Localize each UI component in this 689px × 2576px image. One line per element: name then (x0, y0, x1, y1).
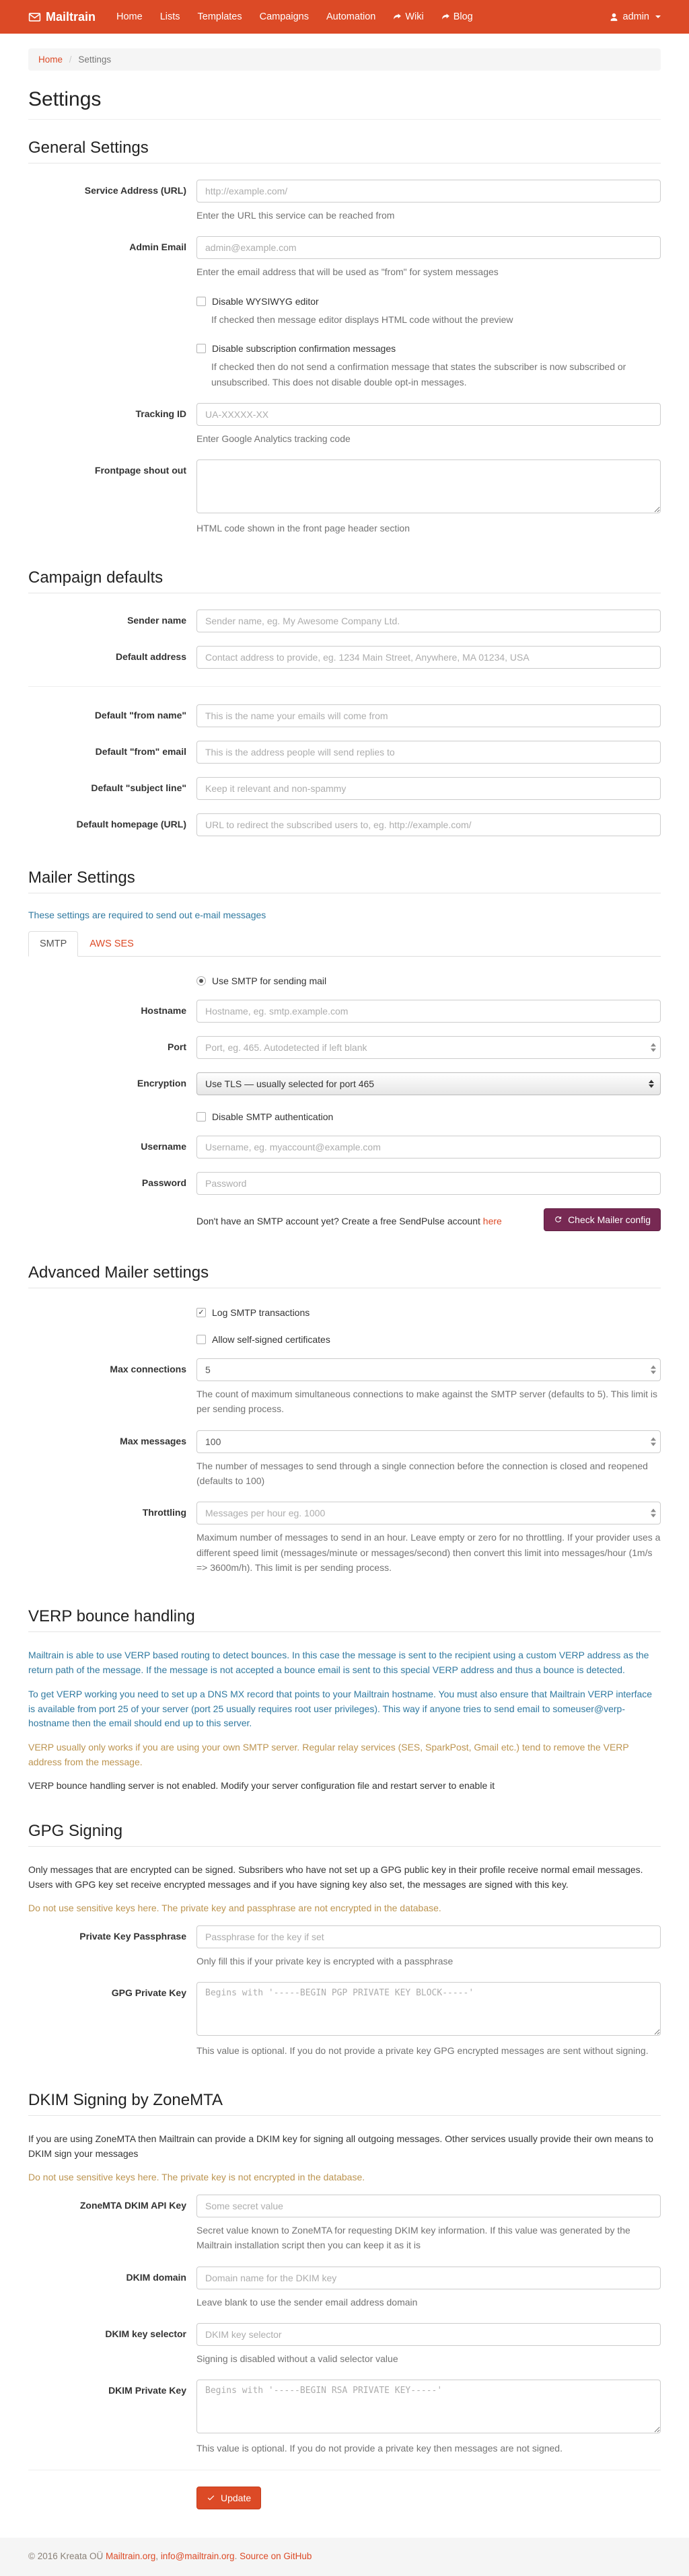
mailer-tabs (28, 931, 661, 957)
form-row-default-from-email (28, 741, 661, 764)
field-controls (196, 1982, 661, 2058)
field-label: Frontpage shout out (94, 465, 186, 476)
default-from-email-input[interactable] (196, 741, 661, 764)
smtp-account-note (196, 1213, 502, 1226)
tab-aws-ses[interactable]: AWS SES (89, 938, 134, 949)
field-controls (196, 1072, 661, 1095)
nav-item-blog[interactable] (433, 0, 482, 34)
input-wrap (196, 1430, 661, 1453)
nav-item-blog-label: Blog (453, 11, 473, 22)
footer-separator: , (155, 2550, 161, 2561)
field-controls (196, 610, 661, 632)
form-row-password (28, 1172, 661, 1195)
field-label: Default "subject line" (91, 782, 186, 793)
default-homepage-url-input[interactable] (196, 813, 661, 836)
service-address-url-input[interactable] (196, 180, 661, 203)
number-spinner[interactable] (651, 1509, 656, 1518)
input-wrap (196, 1036, 661, 1059)
form-row-service-address-url (28, 180, 661, 223)
input-wrap (196, 236, 661, 259)
footer (0, 2538, 689, 2576)
form-divider (28, 686, 661, 687)
disable-smtp-authentication-checkbox[interactable] (196, 1109, 661, 1122)
section-heading: Mailer Settings (28, 850, 661, 893)
help-text: If checked then do not send a confirmation message that states the subscriber is now subscribed or unsubscribed. This does not disable double opt-in messages. (211, 361, 626, 388)
max-connections-input[interactable] (196, 1358, 661, 1381)
input-wrap (196, 2267, 661, 2289)
section-mailer-settings (28, 850, 661, 1231)
form-row-private-key-passphrase (28, 1925, 661, 1968)
check-mailer-config-button[interactable] (544, 1208, 661, 1231)
input-wrap (196, 1000, 661, 1023)
field-controls (196, 340, 661, 390)
field-controls (196, 1208, 661, 1231)
input-wrap (196, 704, 661, 727)
field-controls (196, 704, 661, 727)
field-label (28, 1304, 196, 1318)
field-controls (196, 1036, 661, 1059)
form-row-max-messages (28, 1430, 661, 1489)
form-row-log-smtp-transactions (28, 1304, 661, 1318)
field-controls (196, 2195, 661, 2253)
update-button-label: Update (221, 2492, 252, 2503)
help-text: Maximum number of messages to send in an hour. Leave empty or zero for no throttling. If your provider uses a different speed limit (messages/minute or messages/second) then convert this limit into messages/hour (1m/s => 3600m/h). This limit is per sending process. (196, 1532, 661, 1574)
tracking-id-input[interactable] (196, 403, 661, 426)
paragraph-info: To get VERP working you need to set up a DNS MX record that points to your Mailtrain hostname. You must also ensure that Mailtrain VERP interface is available from port 25 of your server (port 25 usually requires root user privileges). This way if anyone tries to send email to someuser@verp-hostname then the email should end up to this server. (28, 1688, 653, 1729)
field-label: DKIM Private Key (108, 2385, 186, 2396)
option-label: Log SMTP transactions (212, 1307, 310, 1318)
option-label: Use SMTP for sending mail (212, 975, 327, 986)
radio-dot (199, 979, 203, 983)
breadcrumb-current: Settings (78, 54, 112, 65)
section-campaign-defaults (28, 550, 661, 836)
field-label: Max messages (120, 1435, 186, 1446)
field-label: Admin Email (129, 242, 186, 253)
field-label (28, 293, 196, 327)
gpg-private-key-textarea[interactable] (196, 1982, 661, 2036)
nav-item-campaigns[interactable]: Campaigns (259, 11, 309, 22)
section-heading: GPG Signing (28, 1803, 661, 1847)
section-heading: DKIM Signing by ZoneMTA (28, 2072, 661, 2116)
field-label (28, 1331, 196, 1345)
paragraph-plain: If you are using ZoneMTA then Mailtrain can provide a DKIM key for signing all outgoing messages. Other services usually provide their own means to DKIM sign your messages (28, 2133, 653, 2159)
field-label: Password (141, 1177, 186, 1188)
field-controls (196, 1136, 661, 1158)
navbar (0, 0, 689, 34)
form-row-allow-self-signed-certificates (28, 1331, 661, 1345)
field-controls (196, 646, 661, 669)
form-row-frontpage-shout-out (28, 459, 661, 536)
form-row-default-subject-line (28, 777, 661, 800)
form-row-tracking-id (28, 403, 661, 446)
port-input[interactable] (196, 1036, 661, 1059)
form-row-hostname (28, 1000, 661, 1023)
help-text: The count of maximum simultaneous connections to make against the SMTP server (defaults to 5). This limit is per sending process. (196, 1388, 657, 1415)
dkim-domain-input[interactable] (196, 2267, 661, 2289)
section-heading: General Settings (28, 120, 661, 163)
share-icon (441, 13, 450, 22)
max-messages-input[interactable] (196, 1430, 661, 1453)
page-title: Settings (28, 88, 102, 110)
field-controls (196, 1502, 661, 1575)
form-row-disable-wysiwyg-editor (28, 293, 661, 327)
zonemta-dkim-api-key-input[interactable] (196, 2195, 661, 2217)
help-text: This value is optional. If you do not provide a private key then messages are not signed. (196, 2443, 563, 2454)
settings-form (28, 120, 661, 2456)
input-wrap (196, 1925, 661, 1948)
field-label: Private Key Passphrase (79, 1931, 186, 1942)
section-dkim-signing-zonemta (28, 2072, 661, 2456)
help-text: Enter Google Analytics tracking code (196, 433, 351, 444)
form-row-dkim-domain (28, 2267, 661, 2310)
sender-name-input[interactable] (196, 610, 661, 632)
form-row-disable-smtp-authentication (28, 1109, 661, 1122)
field-controls (196, 1000, 661, 1023)
option-label: Allow self-signed certificates (212, 1333, 330, 1345)
help-text: Enter the email address that will be used as "from" for system messages (196, 266, 499, 278)
help-text: This value is optional. If you do not provide a private key GPG encrypted messages are sent without signing. (196, 2045, 649, 2057)
update-button[interactable] (196, 2487, 261, 2509)
password-input[interactable] (196, 1172, 661, 1195)
checkbox-icon[interactable] (196, 344, 206, 353)
input-wrap (196, 1358, 661, 1381)
section-heading: Campaign defaults (28, 550, 661, 593)
field-controls (196, 459, 661, 536)
envelope-logo-icon (28, 11, 41, 24)
number-spinner[interactable] (651, 1365, 656, 1374)
option-label: Disable subscription confirmation messages (212, 343, 396, 355)
field-label: ZoneMTA DKIM API Key (79, 2199, 186, 2211)
field-controls (196, 180, 661, 223)
checkbox-checked-icon[interactable]: ✓ (196, 1308, 206, 1317)
number-spinner[interactable] (651, 1043, 656, 1052)
form-row-username (28, 1136, 661, 1158)
input-wrap (196, 813, 661, 836)
chevron-down-icon (655, 15, 661, 18)
username-input[interactable] (196, 1136, 661, 1158)
form-row-default-from-name (28, 704, 661, 727)
footer-link-github[interactable]: Source on GitHub (240, 2550, 312, 2561)
input-wrap (196, 610, 661, 632)
field-controls (196, 1172, 661, 1195)
help-text: Leave blank to use the sender email address domain (196, 2296, 418, 2308)
throttling-input[interactable] (196, 1502, 661, 1524)
sendpulse-here-link[interactable]: here (482, 1215, 502, 1226)
section-gpg-signing (28, 1803, 661, 2059)
field-controls (196, 1430, 661, 1489)
field-label: DKIM key selector (105, 2328, 186, 2340)
form-row-throttling (28, 1502, 661, 1575)
section-verp-bounce-handling (28, 1588, 661, 1794)
field-controls (196, 2267, 661, 2310)
footer-copyright: © 2016 Kreata OÜ (28, 2550, 106, 2561)
frontpage-shout-out-textarea[interactable] (196, 459, 661, 513)
brand-label: Mailtrain (46, 9, 96, 24)
refresh-icon (554, 1215, 563, 1224)
field-controls (196, 2323, 661, 2366)
field-label: Max connections (110, 1363, 186, 1374)
input-wrap (196, 1136, 661, 1158)
use-smtp-for-sending-mail-radio[interactable] (196, 973, 661, 986)
field-controls (196, 973, 661, 986)
field-label: Tracking ID (135, 408, 186, 419)
disable-subscription-confirmation-messages-checkbox[interactable] (196, 340, 661, 354)
paragraph-info: Mailtrain is able to use VERP based routing to detect bounces. In this case the message is sent to the recipient using a custom VERP address as the return path of the message. If the message is not accepted a bounce email is sent to this special VERP address and thus a bounce is detected. (28, 1650, 649, 1676)
field-label: Port (168, 1041, 186, 1052)
form-row-zonemta-dkim-api-key (28, 2195, 661, 2253)
input-wrap (196, 777, 661, 800)
dkim-private-key-textarea[interactable] (196, 2380, 661, 2433)
field-controls (196, 1304, 661, 1318)
help-text: HTML code shown in the front page header section (196, 523, 410, 534)
select-value: Use TLS — usually selected for port 465 (205, 1078, 375, 1089)
private-key-passphrase-input[interactable] (196, 1925, 661, 1948)
form-row-sender-name (28, 610, 661, 632)
field-controls (196, 1109, 661, 1122)
section-advanced-mailer-settings (28, 1245, 661, 1576)
form-row-dkim-private-key (28, 2380, 661, 2456)
number-spinner[interactable] (651, 1437, 656, 1446)
radio-selected-icon[interactable] (196, 976, 206, 986)
user-menu[interactable] (609, 11, 661, 22)
field-label: Default "from" email (95, 745, 186, 757)
field-label (28, 973, 196, 986)
field-label: Default homepage (URL) (76, 818, 186, 830)
paragraph-warning: Do not use sensitive keys here. The private key and passphrase are not encrypted in the database. (28, 1903, 441, 1914)
option-label: Disable WYSIWYG editor (212, 295, 319, 307)
help-text: Secret value known to ZoneMTA for requesting DKIM key information. If this value was generated by the Mailtrain installation script then you can keep it as it is (196, 2224, 630, 2251)
help-text: If checked then message editor displays HTML code without the preview (211, 314, 513, 325)
section-general-settings (28, 120, 661, 536)
field-label: Encryption (137, 1077, 186, 1089)
form-row-admin-email (28, 236, 661, 279)
field-controls (196, 2380, 661, 2456)
paragraph-plain: Only messages that are encrypted can be signed. Subsribers who have not set up a GPG public key in their profile receive normal email messages. Users with GPG key set receive encrypted messages and if you have signing key also set, the messages are signed with this key. (28, 1864, 643, 1890)
field-label: Username (141, 1140, 186, 1152)
section-lead-text: These settings are required to send out e-mail messages (28, 909, 266, 920)
checkbox-icon[interactable] (196, 1335, 206, 1344)
field-label: Hostname (141, 1004, 186, 1016)
form-row-note (28, 1208, 661, 1231)
field-label (28, 340, 196, 390)
default-from-name-input[interactable] (196, 704, 661, 727)
input-wrap (196, 2195, 661, 2217)
option-label: Disable SMTP authentication (212, 1111, 334, 1122)
form-row-default-address (28, 646, 661, 669)
check-icon (207, 2493, 215, 2502)
form-row-default-homepage-url (28, 813, 661, 836)
field-label (28, 1109, 196, 1122)
main-content (28, 48, 661, 2538)
user-name: admin (622, 11, 649, 22)
default-subject-line-input[interactable] (196, 777, 661, 800)
form-row-use-smtp-for-sending-mail (28, 973, 661, 986)
nav-menu (108, 0, 608, 34)
input-wrap (196, 1502, 661, 1524)
field-controls (196, 1331, 661, 1345)
checkbox-icon[interactable] (196, 1112, 206, 1121)
footer-separator: . (234, 2550, 240, 2561)
footer-link-mailtrain[interactable]: Mailtrain.org (106, 2550, 156, 2561)
help-text: Enter the URL this service can be reached from (196, 210, 395, 221)
default-address-input[interactable] (196, 646, 661, 669)
breadcrumb (28, 48, 661, 71)
field-controls (196, 293, 661, 327)
field-label: Throttling (142, 1507, 186, 1518)
footer-link-email[interactable]: info@mailtrain.org (160, 2550, 235, 2561)
check-mailer-config-label: Check Mailer config (568, 1214, 651, 1225)
field-controls (196, 236, 661, 279)
disable-wysiwyg-editor-checkbox[interactable] (196, 293, 661, 307)
encryption-select[interactable] (196, 1072, 661, 1095)
section-heading: VERP bounce handling (28, 1588, 661, 1632)
input-wrap (196, 2323, 661, 2346)
nav-item-automation[interactable]: Automation (326, 11, 376, 22)
nav-item-home[interactable]: Home (116, 11, 143, 22)
nav-item-templates[interactable]: Templates (197, 11, 242, 22)
field-label: GPG Private Key (111, 1987, 186, 1999)
nav-item-lists[interactable]: Lists (159, 11, 180, 22)
tab-panel-smtp (28, 957, 661, 1231)
form-row-gpg-private-key (28, 1982, 661, 2058)
share-icon (393, 13, 402, 22)
select-arrows-icon (649, 1080, 654, 1088)
help-text: Signing is disabled without a valid selector value (196, 2353, 398, 2365)
field-controls (196, 1925, 661, 1968)
field-controls (196, 741, 661, 764)
input-wrap (196, 741, 661, 764)
form-row-max-connections (28, 1358, 661, 1417)
hostname-input[interactable] (196, 1000, 661, 1023)
nav-item-wiki-label: Wiki (405, 11, 424, 22)
field-label: Sender name (127, 614, 186, 626)
paragraph-warning: Do not use sensitive keys here. The private key is not encrypted in the database. (28, 2172, 365, 2183)
help-text: Only fill this if your private key is encrypted with a passphrase (196, 1956, 454, 1967)
field-label: DKIM domain (126, 2271, 186, 2283)
paragraph-warning: VERP usually only works if you are using your own SMTP server. Regular relay services (SES, SparkPost, Gmail etc.) tend to remove the VERP address from the message. (28, 1741, 629, 1767)
input-wrap (196, 403, 661, 426)
form-row-dkim-key-selector (28, 2323, 661, 2366)
field-label: Default "from name" (94, 709, 186, 721)
section-heading: Advanced Mailer settings (28, 1245, 661, 1288)
smtp-note-row (196, 1208, 661, 1231)
field-controls (196, 1358, 661, 1417)
form-row-disable-subscription-confirmation-messages (28, 340, 661, 390)
paragraph-plain: VERP bounce handling server is not enabled. Modify your server configuration file and restart server to enable it (28, 1780, 495, 1792)
tab-smtp[interactable]: SMTP (28, 931, 78, 957)
breadcrumb-separator: / (69, 54, 72, 65)
allow-self-signed-certificates-checkbox[interactable] (196, 1331, 661, 1345)
admin-email-input[interactable] (196, 236, 661, 259)
field-label: Default address (115, 651, 186, 662)
brand-link[interactable] (28, 10, 96, 24)
note-text-content: Don't have an SMTP account yet? Create a free SendPulse account (196, 1215, 480, 1226)
breadcrumb-home-link[interactable]: Home (38, 54, 63, 65)
input-wrap (196, 646, 661, 669)
user-icon (609, 12, 619, 22)
field-controls (196, 813, 661, 836)
dkim-key-selector-input[interactable] (196, 2323, 661, 2346)
field-controls (196, 403, 661, 446)
nav-item-wiki[interactable] (384, 0, 432, 34)
log-smtp-transactions-checkbox[interactable] (196, 1304, 661, 1318)
field-label (28, 1208, 196, 1231)
field-label: Service Address (URL) (84, 185, 186, 196)
input-wrap (196, 180, 661, 203)
field-controls (196, 777, 661, 800)
help-text: The number of messages to send through a single connection before the connection is closed and reopened (defaults to 100) (196, 1460, 648, 1486)
form-row-encryption (28, 1072, 661, 1095)
form-row-port (28, 1036, 661, 1059)
checkbox-icon[interactable] (196, 297, 206, 306)
input-wrap (196, 1172, 661, 1195)
